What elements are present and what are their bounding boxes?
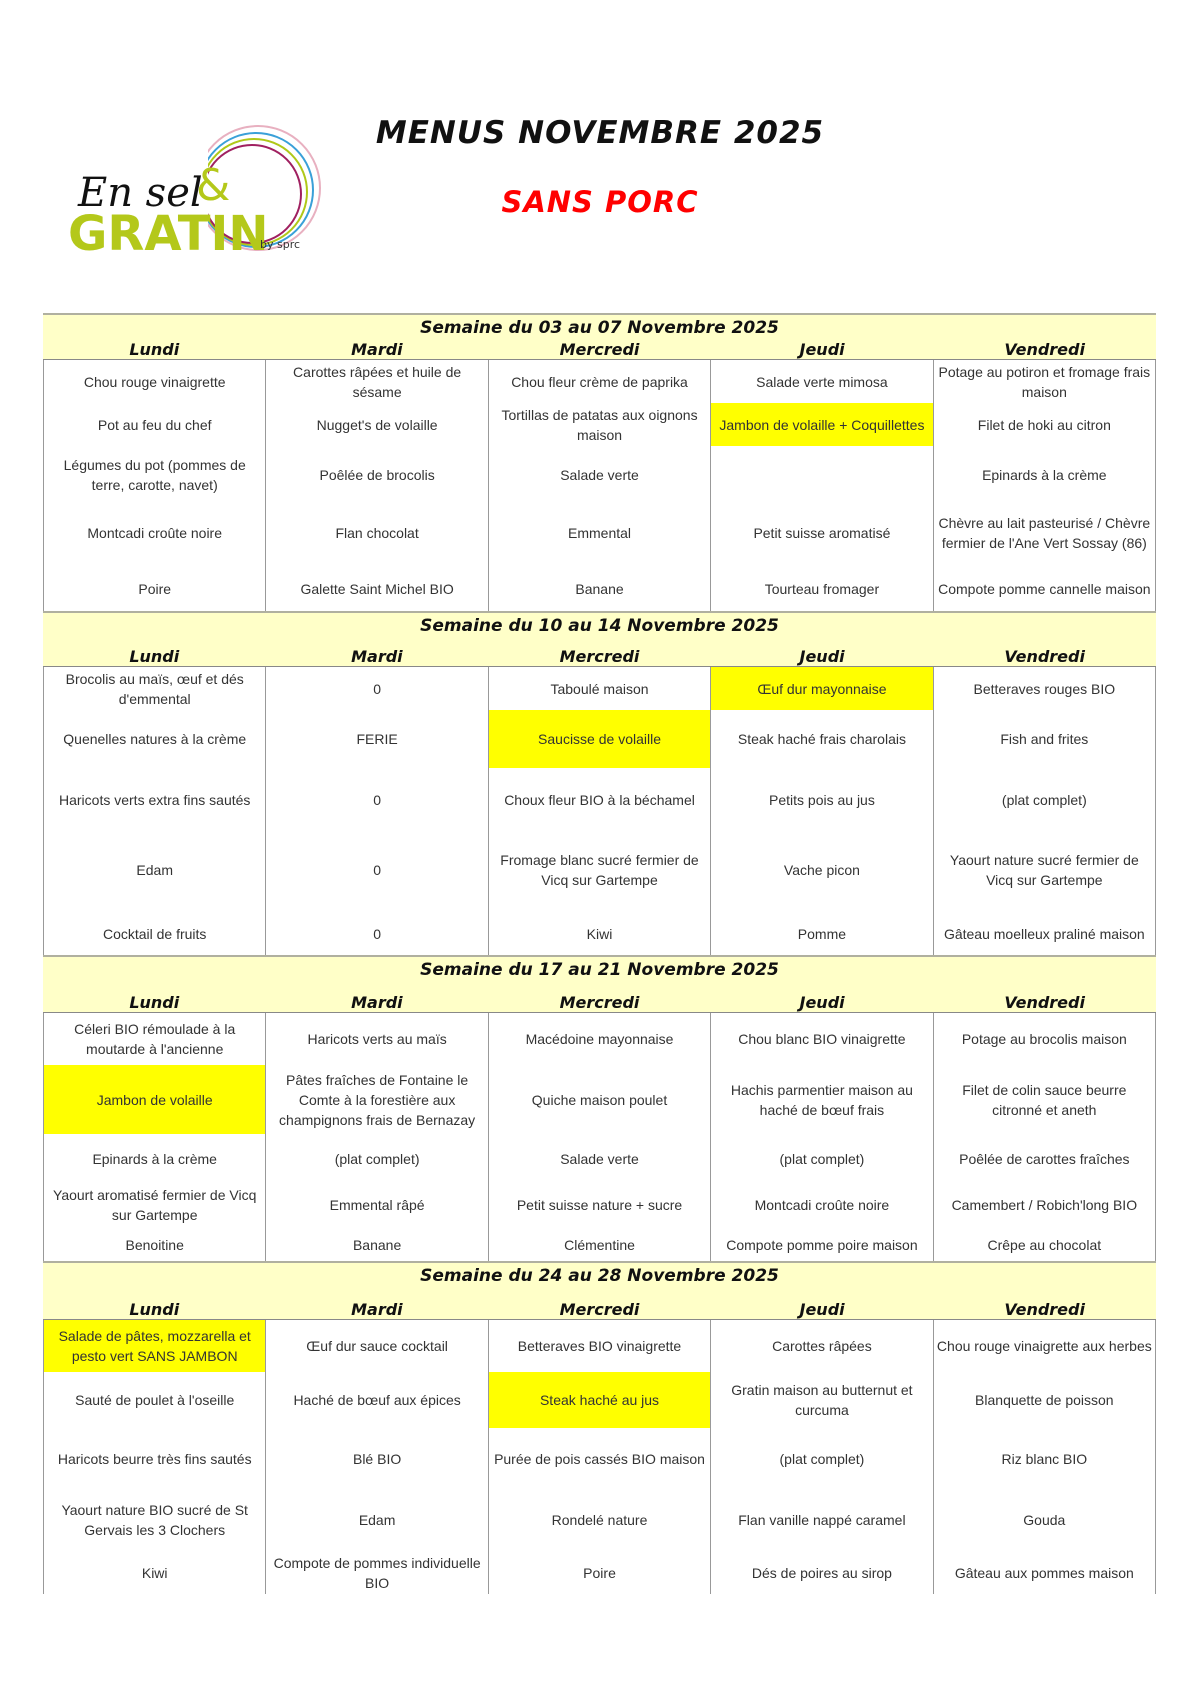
day-header: Mercredi (559, 1300, 640, 1319)
dish-label: Epinards à la crème (92, 1151, 217, 1167)
menu-cell (934, 1428, 1156, 1489)
menu-cell (711, 1225, 933, 1264)
menu-row (43, 1551, 1156, 1594)
menu-cell (711, 1184, 933, 1225)
menu-row (43, 1184, 1156, 1225)
dish-label: Jambon de volaille + Coquillettes (719, 416, 925, 433)
dish-label: Saucisse de volaille (538, 731, 661, 747)
menu-row (43, 1372, 1156, 1428)
dish-label: Taboulé maison (550, 680, 649, 697)
day-header: Mardi (351, 647, 403, 666)
menu-cell (934, 768, 1156, 831)
menu-cell (711, 831, 933, 909)
menu-cell (266, 831, 488, 909)
dish-label: Compote pomme poire maison (726, 1236, 918, 1253)
menu-cell (266, 1372, 488, 1428)
dish-label: Nugget's de volaille (316, 416, 438, 433)
menu-cell (266, 503, 488, 563)
dish-label: Sauté de poulet à l'oseille (75, 1392, 235, 1408)
dish-label: Rondelé nature (551, 1512, 648, 1528)
dish-label: Pâtes fraîches de Fontaine le Comte à la forestière aux champignons frais de Bernazay (279, 1071, 476, 1128)
dish-label: Edam (136, 862, 173, 878)
menu-cell (489, 710, 711, 768)
week-header (43, 313, 1156, 360)
dish-label: Edam (358, 1512, 396, 1528)
dish-label: Haché de bœuf aux épices (293, 1392, 461, 1408)
dish-label: Filet de hoki au citron (977, 416, 1111, 433)
dish-label: Kiwi (586, 925, 613, 942)
dish-label: Légumes du pot (pommes de terre, carotte, navet) (63, 456, 246, 493)
en-sel-gratin-logo (68, 118, 338, 268)
svg-text:by sprc: by sprc (260, 238, 301, 251)
menu-cell (43, 446, 266, 503)
dish-label: Flan chocolat (335, 525, 419, 541)
dish-label: Brocolis au maïs, œuf et dés d'emmental (65, 670, 244, 707)
dish-label: Kiwi (141, 1564, 168, 1581)
dish-label: Macédoine mayonnaise (525, 1031, 674, 1047)
menu-row (43, 1320, 1156, 1372)
dish-label: (plat complet) (779, 1450, 865, 1467)
menu-cell (711, 1013, 933, 1065)
menu-cell (934, 1551, 1156, 1594)
dish-label: Chou blanc BIO vinaigrette (738, 1031, 906, 1047)
menu-cell (266, 710, 488, 768)
menu-cell (489, 1551, 711, 1594)
menu-cell (43, 909, 266, 958)
menu-cell (934, 1320, 1156, 1372)
dish-label: Vache picon (783, 862, 860, 878)
menu-cell (266, 667, 488, 710)
menu-cell (934, 667, 1156, 710)
menu-cell (934, 1134, 1156, 1184)
dish-label: Poêlée de brocolis (319, 466, 435, 483)
dish-label: Chèvre au lait pasteurisé / Chèvre fermier de l'Ane Vert Sossay (86) (938, 515, 1151, 551)
dish-label: Clémentine (564, 1236, 635, 1253)
dish-label: Petits pois au jus (769, 791, 875, 808)
week-menu (43, 1261, 1156, 1594)
menu-cell (43, 1428, 266, 1489)
week-title: Semaine du 17 au 21 Novembre 2025 (420, 960, 779, 980)
menu-cell (934, 563, 1156, 614)
dish-label: Yaourt nature BIO sucré de St Gervais les 3 Clochers (61, 1502, 248, 1538)
menu-cell (934, 1372, 1156, 1428)
page-title: MENUS NOVEMBRE 2025 (375, 115, 825, 151)
dish-label: 0 (373, 925, 381, 942)
menu-cell (934, 360, 1156, 403)
dish-label: Betteraves BIO vinaigrette (517, 1338, 682, 1354)
day-header: Mardi (351, 993, 403, 1012)
menu-row (43, 360, 1156, 403)
menu-cell (489, 446, 711, 503)
menu-cell (266, 446, 488, 503)
dish-label: Compote pomme cannelle maison (938, 580, 1151, 597)
menu-cell (934, 1225, 1156, 1264)
menu-cell (711, 1320, 933, 1372)
menu-cell (43, 667, 266, 710)
week-header (43, 611, 1156, 667)
dish-label: (plat complet) (779, 1151, 865, 1167)
dish-label: Salade verte mimosa (756, 373, 888, 390)
menu-cell (711, 1134, 933, 1184)
menu-cell (489, 1134, 711, 1184)
menu-cell (489, 667, 711, 710)
menu-cell (934, 503, 1156, 563)
dish-label: FERIE (356, 731, 398, 747)
dish-label: Potage au brocolis maison (961, 1031, 1127, 1047)
menu-cell (266, 1065, 488, 1134)
dish-label: Montcadi croûte noire (87, 525, 223, 541)
dish-label: Crêpe au chocolat (987, 1236, 1102, 1253)
dish-label: Haricots beurre très fins sautés (57, 1450, 252, 1467)
day-header: Lundi (129, 647, 180, 666)
dish-label: Petit suisse aromatisé (753, 525, 891, 541)
menu-cell (934, 403, 1156, 446)
menu-cell (489, 1013, 711, 1065)
menu-cell (266, 768, 488, 831)
dish-label: Filet de colin sauce beurre citronné et aneth (962, 1081, 1127, 1118)
dish-label: Tortillas de patatas aux oignons maison (501, 406, 698, 443)
menu-row (43, 446, 1156, 503)
day-header: Vendredi (1004, 647, 1085, 666)
menu-cell (934, 1184, 1156, 1225)
week-title: Semaine du 24 au 28 Novembre 2025 (420, 1266, 779, 1286)
menu-row (43, 909, 1156, 958)
svg-text:&: & (196, 160, 231, 211)
dish-label: Gâteau aux pommes maison (954, 1564, 1134, 1581)
dish-label: Quenelles natures à la crème (63, 731, 247, 747)
dish-label: Banane (575, 580, 624, 597)
dish-label: Blé BIO (352, 1450, 402, 1467)
menu-cell (489, 403, 711, 446)
menu-cell (43, 831, 266, 909)
menu-row (43, 667, 1156, 710)
menu-row (43, 503, 1156, 563)
menu-grid (43, 667, 1156, 959)
dish-label: Carottes râpées et huile de sésame (293, 363, 462, 400)
menu-cell (489, 831, 711, 909)
svg-text:En sel: En sel (78, 170, 203, 216)
menu-grid (43, 1013, 1156, 1265)
day-header: Jeudi (799, 993, 845, 1012)
menu-cell (489, 1372, 711, 1428)
menu-cell (489, 360, 711, 403)
menu-cell (266, 1428, 488, 1489)
dish-label: Tourteau fromager (764, 580, 880, 597)
menu-cell (266, 563, 488, 614)
dish-label: Steak haché au jus (539, 1392, 660, 1408)
dish-label: Petit suisse nature + sucre (516, 1196, 683, 1213)
dish-label: Flan vanille nappé caramel (738, 1512, 906, 1528)
menu-cell (934, 1489, 1156, 1551)
day-header: Vendredi (1004, 340, 1085, 359)
menu-cell (43, 1184, 266, 1225)
dish-label: Epinards à la crème (982, 466, 1107, 483)
dish-label: Œuf dur sauce cocktail (306, 1338, 448, 1354)
day-header: Jeudi (799, 340, 845, 359)
dish-label: Poire (138, 580, 172, 597)
menu-row (43, 768, 1156, 831)
dish-label: Betteraves rouges BIO (973, 680, 1116, 697)
menu-cell (266, 1551, 488, 1594)
dish-label: Galette Saint Michel BIO (300, 580, 454, 597)
dish-label: Steak haché frais charolais (737, 731, 906, 747)
dish-label: (plat complet) (1001, 791, 1087, 808)
dish-label: Salade verte (560, 1151, 639, 1167)
menu-cell (266, 1134, 488, 1184)
menu-cell (711, 1428, 933, 1489)
menu-cell (489, 768, 711, 831)
day-header: Mardi (351, 1300, 403, 1319)
menu-cell (489, 563, 711, 614)
menu-cell (266, 360, 488, 403)
menu-cell (711, 667, 933, 710)
menu-cell (43, 360, 266, 403)
week-header (43, 955, 1156, 1013)
day-header: Mardi (351, 340, 403, 359)
dish-label: Emmental (568, 525, 632, 541)
day-header: Jeudi (799, 647, 845, 666)
menu-grid (43, 1320, 1156, 1594)
menu-row (43, 1134, 1156, 1184)
menu-cell (489, 1184, 711, 1225)
day-header: Mercredi (559, 647, 640, 666)
menu-cell (43, 1065, 266, 1134)
dish-label: Chou rouge vinaigrette aux herbes (936, 1338, 1152, 1354)
menu-cell (711, 1551, 933, 1594)
dish-label: Salade verte (560, 466, 639, 483)
week-header (43, 1261, 1156, 1320)
day-header: Mercredi (559, 993, 640, 1012)
menu-cell (489, 1428, 711, 1489)
dish-label: Pomme (797, 925, 847, 942)
dish-label: Carottes râpées (772, 1338, 872, 1354)
menu-cell (711, 403, 933, 446)
menu-cell (934, 909, 1156, 958)
menu-cell (43, 1551, 266, 1594)
menu-row (43, 831, 1156, 909)
dish-label: Banane (352, 1236, 402, 1253)
menu-cell (711, 909, 933, 958)
dish-label: Gratin maison au butternut et curcuma (731, 1382, 913, 1418)
dish-label: Emmental râpé (329, 1196, 425, 1213)
menu-cell (266, 909, 488, 958)
menu-row (43, 1013, 1156, 1065)
dish-label: Céleri BIO rémoulade à la moutarde à l'ancienne (74, 1021, 236, 1057)
dish-label: Haricots verts extra fins sautés (59, 791, 251, 808)
menu-cell (266, 1489, 488, 1551)
week-menu (43, 955, 1156, 1265)
menu-cell (934, 710, 1156, 768)
dish-label: Camembert / Robich'long BIO (951, 1196, 1138, 1213)
week-title: Semaine du 03 au 07 Novembre 2025 (420, 318, 779, 338)
day-header: Jeudi (799, 1300, 845, 1319)
menu-cell (43, 1013, 266, 1065)
dish-label: Hachis parmentier maison au haché de bœuf frais (730, 1081, 913, 1118)
menu-cell (711, 360, 933, 403)
menu-cell (489, 1320, 711, 1372)
menu-cell (43, 1320, 266, 1372)
dish-label: Yaourt aromatisé fermier de Vicq sur Gartempe (53, 1186, 257, 1223)
menu-cell (266, 1184, 488, 1225)
menu-cell (266, 1320, 488, 1372)
dish-label: Fish and frites (1000, 731, 1089, 747)
menu-row (43, 403, 1156, 446)
dish-label: Chou rouge vinaigrette (83, 373, 226, 390)
dish-label: Jambon de volaille (96, 1091, 213, 1108)
dish-label: 0 (373, 791, 381, 808)
menu-cell (43, 563, 266, 614)
menu-row (43, 1489, 1156, 1551)
dish-label: 0 (373, 680, 381, 697)
menu-cell (43, 768, 266, 831)
menu-cell (934, 1013, 1156, 1065)
dish-label: Yaourt nature sucré fermier de Vicq sur Gartempe (949, 852, 1139, 888)
dish-label: Haricots verts au maïs (307, 1031, 447, 1047)
week-title: Semaine du 10 au 14 Novembre 2025 (420, 616, 779, 636)
dish-label: Pot au feu du chef (97, 416, 212, 433)
menu-row (43, 1428, 1156, 1489)
menu-grid (43, 360, 1156, 615)
day-header: Lundi (129, 340, 180, 359)
dish-label: Riz blanc BIO (1001, 1450, 1088, 1467)
menu-cell (43, 403, 266, 446)
menu-cell (711, 1489, 933, 1551)
dish-label: Benoitine (125, 1236, 184, 1253)
menu-cell (711, 1065, 933, 1134)
day-header: Lundi (129, 1300, 180, 1319)
day-header: Vendredi (1004, 1300, 1085, 1319)
dish-label: Dés de poires au sirop (751, 1564, 892, 1581)
dish-label: Compote de pommes individuelle BIO (273, 1554, 481, 1591)
menu-cell (711, 446, 933, 503)
dish-label: Gâteau moelleux praliné maison (943, 925, 1145, 942)
menu-cell (711, 503, 933, 563)
menu-cell (266, 403, 488, 446)
menu-cell (43, 1225, 266, 1264)
day-header: Mercredi (559, 340, 640, 359)
menu-row (43, 563, 1156, 614)
dish-label: Purée de pois cassés BIO maison (494, 1450, 705, 1467)
svg-text:GRATIN: GRATIN (68, 206, 269, 262)
menu-cell (489, 1489, 711, 1551)
menu-cell (266, 1225, 488, 1264)
menu-cell (934, 1065, 1156, 1134)
menu-cell (43, 503, 266, 563)
dish-label: (plat complet) (334, 1151, 420, 1167)
dish-label: Salade de pâtes, mozzarella et pesto vert SANS JAMBON (58, 1328, 251, 1364)
menu-cell (489, 503, 711, 563)
menu-cell (489, 1065, 711, 1134)
menu-cell (934, 831, 1156, 909)
menu-row (43, 710, 1156, 768)
menu-cell (711, 563, 933, 614)
dish-label: Fromage blanc sucré fermier de Vicq sur Gartempe (500, 852, 699, 888)
dish-label: Poire (583, 1564, 616, 1581)
menu-cell (43, 710, 266, 768)
menu-cell (711, 768, 933, 831)
menu-cell (43, 1372, 266, 1428)
menu-row (43, 1065, 1156, 1134)
dish-label: Gouda (1023, 1512, 1066, 1528)
dish-label: Chou fleur crème de paprika (511, 373, 688, 390)
menu-cell (43, 1489, 266, 1551)
day-header: Vendredi (1004, 993, 1085, 1012)
dish-label: Cocktail de fruits (102, 925, 207, 942)
dish-label: Œuf dur mayonnaise (757, 680, 887, 697)
week-menu (43, 313, 1156, 615)
page-subtitle: SANS PORC (501, 185, 699, 219)
dish-label: Potage au potiron et fromage frais maison (938, 363, 1151, 400)
dish-label: 0 (373, 862, 381, 878)
dish-label: Choux fleur BIO à la béchamel (504, 791, 695, 808)
week-menu (43, 611, 1156, 959)
dish-label: Poêlée de carottes fraîches (959, 1151, 1130, 1167)
menu-cell (266, 1013, 488, 1065)
dish-label: Blanquette de poisson (975, 1392, 1114, 1408)
dish-label: Quiche maison poulet (531, 1091, 668, 1108)
menu-cell (711, 710, 933, 768)
menu-cell (489, 1225, 711, 1264)
menu-row (43, 1225, 1156, 1264)
menu-cell (43, 1134, 266, 1184)
menu-cell (489, 909, 711, 958)
menu-cell (934, 446, 1156, 503)
dish-label: Montcadi croûte noire (754, 1196, 890, 1213)
menu-cell (711, 1372, 933, 1428)
day-header: Lundi (129, 993, 180, 1012)
